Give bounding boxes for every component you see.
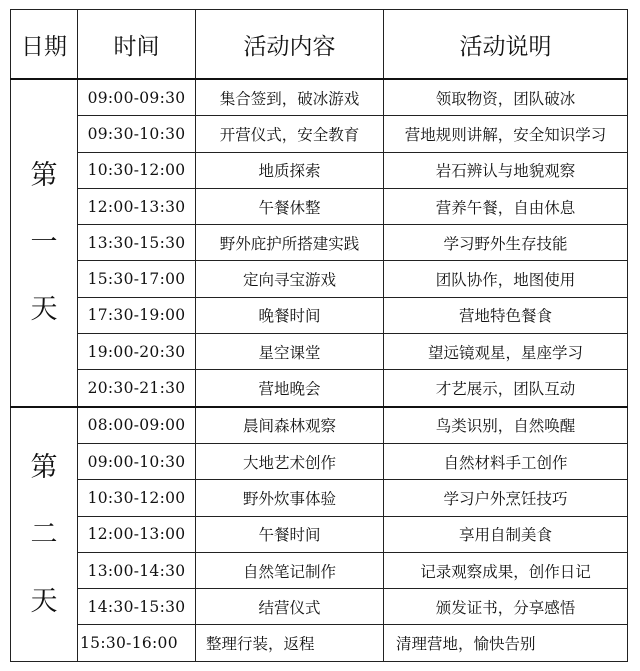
header-activity: 活动内容 [196,10,384,80]
header-note: 活动说明 [384,10,628,80]
time-cell: 17:30-19:00 [78,297,196,333]
time-cell: 12:00-13:00 [78,516,196,552]
activity-cell: 午餐时间 [196,516,384,552]
time-cell: 15:30-17:00 [78,261,196,297]
activity-cell: 野外庇护所搭建实践 [196,225,384,261]
table-row [11,334,628,370]
note-cell: 营地特色餐食 [384,297,628,333]
table-row [11,225,628,261]
note-cell: 享用自制美食 [384,516,628,552]
note-cell: 清理营地，愉快告别 [384,625,628,662]
note-cell: 鸟类识别，自然唤醒 [384,407,628,444]
note-cell: 营地规则讲解，安全知识学习 [384,116,628,152]
time-cell: 10:30-12:00 [78,152,196,188]
note-cell: 才艺展示，团队互动 [384,370,628,407]
note-cell: 颁发证书，分享感悟 [384,589,628,625]
activity-cell: 晚餐时间 [196,297,384,333]
note-cell: 学习户外烹饪技巧 [384,480,628,516]
activity-cell: 营地晚会 [196,370,384,407]
activity-cell: 集合签到，破冰游戏 [196,79,384,116]
header-time: 时间 [78,10,196,80]
note-cell: 岩石辨认与地貌观察 [384,152,628,188]
table-row [11,370,628,407]
activity-cell: 星空课堂 [196,334,384,370]
time-cell: 09:00-10:30 [78,443,196,479]
table-row [11,480,628,516]
table-row [11,188,628,224]
day-label-char: 第 [30,452,58,484]
note-cell: 学习野外生存技能 [384,225,628,261]
note-cell: 领取物资，团队破冰 [384,79,628,116]
table-row [11,152,628,188]
time-cell: 09:30-10:30 [78,116,196,152]
time-cell: 15:30-16:00 [78,625,196,662]
activity-cell: 结营仪式 [196,589,384,625]
time-cell: 19:00-20:30 [78,334,196,370]
note-cell: 团队协作，地图使用 [384,261,628,297]
note-cell: 望远镜观星，星座学习 [384,334,628,370]
activity-cell: 午餐休整 [196,188,384,224]
table-row [11,625,628,662]
table-row [11,116,628,152]
day-label-char: 天 [30,586,58,618]
time-cell: 12:00-13:30 [78,188,196,224]
table-row [11,516,628,552]
day-label-char: 一 [30,227,58,259]
table-row [11,589,628,625]
table-row [11,552,628,588]
activity-cell: 整理行装，返程 [196,625,384,662]
table-row [11,443,628,479]
note-cell: 营养午餐，自由休息 [384,188,628,224]
note-cell: 记录观察成果，创作日记 [384,552,628,588]
activity-cell: 开营仪式，安全教育 [196,116,384,152]
table-row [11,261,628,297]
day-label-char: 二 [30,519,58,551]
table-row [11,79,628,116]
table-row [11,297,628,333]
day-label-day2 [11,407,78,662]
time-cell: 13:00-14:30 [78,552,196,588]
table-row [11,407,628,444]
day-label-char: 天 [30,294,58,326]
day-label-char: 第 [30,160,58,192]
day-label-day1 [11,79,78,407]
activity-cell: 定向寻宝游戏 [196,261,384,297]
header-date: 日期 [11,10,78,80]
activity-cell: 自然笔记制作 [196,552,384,588]
activity-cell: 地质探索 [196,152,384,188]
activity-cell: 野外炊事体验 [196,480,384,516]
time-cell: 09:00-09:30 [78,79,196,116]
time-cell: 08:00-09:00 [78,407,196,444]
activity-cell: 晨间森林观察 [196,407,384,444]
time-cell: 14:30-15:30 [78,589,196,625]
note-cell: 自然材料手工创作 [384,443,628,479]
time-cell: 13:30-15:30 [78,225,196,261]
schedule-table [10,9,628,662]
time-cell: 10:30-12:00 [78,480,196,516]
activity-cell: 大地艺术创作 [196,443,384,479]
time-cell: 20:30-21:30 [78,370,196,407]
header-row [11,10,628,80]
